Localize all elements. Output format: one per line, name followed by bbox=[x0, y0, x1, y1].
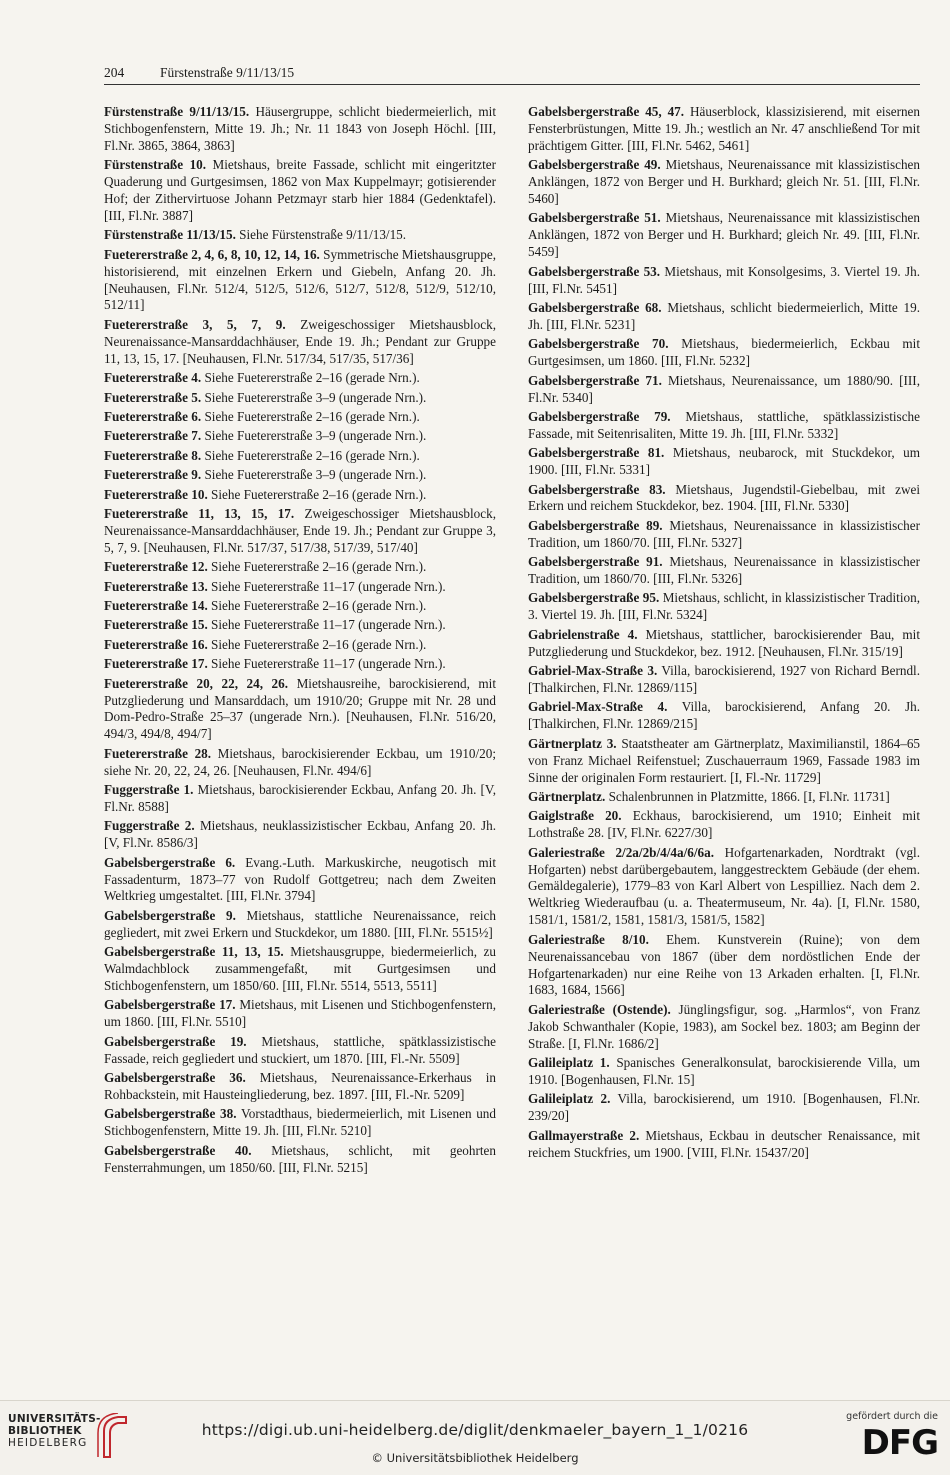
entry-heading: Gärtnerplatz. bbox=[528, 788, 606, 804]
register-entry bbox=[104, 487, 496, 504]
entry-text: Siehe Fuetererstraße 3–9 (ungerade Nrn.). bbox=[204, 389, 427, 405]
register-entry bbox=[104, 1143, 496, 1177]
entry-text: Mietshaus, schlicht, in klassizistischer Tradition, 3. Viertel 19. Jh. [III, Fl.Nr. 5324] bbox=[528, 590, 920, 623]
register-entry bbox=[104, 448, 496, 465]
register-entry bbox=[528, 518, 920, 552]
entry-text: Staatstheater am Gärtnerplatz, Maximilianstil, 1864–65 von Franz Michael Reifenstuel; Zuschauerraum 1969, Fassade 1983 im Sinne der originalen Form restauriert. [I, Fl.-Nr. 11729] bbox=[528, 735, 921, 785]
entry-heading: Fürstenstraße 9/11/13/15. bbox=[104, 104, 250, 119]
entry-heading: Fuetererstraße 8. bbox=[104, 447, 202, 463]
entry-text: Mietshausgruppe, biedermeierlich, zu Walmdachblock zusammengefaßt, mit Gurtgesimsen und Stichbogenfenstern, um 1850/60. [III, Fl.Nr. 5514, 5513, 5511] bbox=[104, 944, 497, 993]
entry-text: Mietshaus, Jugendstil-Giebelbau, mit zwei Erkern und reichem Stuckdekor, bez. 1904. [III, Fl.Nr. 5330] bbox=[528, 481, 920, 514]
entry-text: Jünglingsfigur, sog. „Harmlos“, von Franz Jakob Schwanthaler (Kopie, 1983), am Sockel bez. 1803; am Beginn der Straße. [I, Fl.Nr. 1686/2] bbox=[528, 1001, 921, 1051]
entry-heading: Fuetererstraße 4. bbox=[104, 370, 202, 386]
register-entry bbox=[104, 637, 496, 654]
copyright-notice: © Universitätsbibliothek Heidelberg bbox=[371, 1451, 579, 1465]
left-column bbox=[104, 104, 496, 1179]
entry-heading: Fuetererstraße 12. bbox=[104, 559, 208, 575]
register-entry bbox=[528, 264, 920, 298]
entry-text: Siehe Fuetererstraße 2–16 (gerade Nrn.). bbox=[204, 447, 420, 463]
register-entry bbox=[528, 157, 920, 208]
entry-heading: Gabelsbergerstraße 95. bbox=[528, 590, 660, 606]
entry-heading: Gabelsbergerstraße 19. bbox=[104, 1033, 247, 1049]
entry-text: Villa, barockisierend, um 1910. [Bogenhausen, Fl.Nr. 239/20] bbox=[528, 1091, 920, 1124]
register-entry bbox=[104, 104, 496, 155]
register-entry bbox=[528, 1002, 920, 1053]
entry-heading: Gabelsbergerstraße 81. bbox=[528, 445, 665, 461]
register-entry bbox=[104, 908, 496, 942]
right-column bbox=[528, 104, 920, 1164]
page-number: 204 bbox=[104, 65, 125, 80]
entry-text: Zweigeschossiger Mietshausblock, Neurenaissance-Mansarddachhäuser, Ende 19. Jh.; Pendant zur Gruppe 11, 13, 15, 17. [Neuhausen, Fl.Nr. 517/34, 517/35, 517/36] bbox=[104, 316, 497, 366]
register-entry bbox=[104, 506, 496, 557]
entry-heading: Fürstenstraße 11/13/15. bbox=[104, 227, 236, 243]
entry-text: Mietshaus, biedermeierlich, Eckbau mit Gurtgesimsen, um 1860. [III, Fl.Nr. 5232] bbox=[528, 336, 920, 369]
entry-text: Ehem. Kunstverein (Ruine); von dem Neurenaissancebau von 1867 (über dem nordöstlichen Ende der Hofgartenarkaden) nur eine Reihe von 13 Arkaden erhalten. [I, Fl.Nr. 1683, 1684, 1566] bbox=[528, 931, 920, 998]
entry-text: Evang.-Luth. Markuskirche, neugotisch mit Fassadenturm, 1873–77 von Rudolf Gottgetreu; nach dem Zweiten Weltkrieg umgestaltet. [III, Fl.Nr. 3794] bbox=[104, 854, 496, 904]
entry-text: Mietshaus, barockisierender Eckbau, um 1910/20; siehe Nr. 20, 22, 24, 26. [Neuhausen, Fl.Nr. 494/6] bbox=[104, 745, 497, 778]
entry-text: Siehe Fuetererstraße 11–17 (ungerade Nrn.). bbox=[211, 617, 446, 633]
entry-text: Mietshaus, neuklassizistischer Eckbau, Anfang 20. Jh. [V, Fl.Nr. 8586/3] bbox=[104, 818, 497, 851]
entry-text: Siehe Fuetererstraße 2–16 (gerade Nrn.). bbox=[211, 559, 427, 575]
entry-heading: Galileiplatz 2. bbox=[528, 1091, 611, 1107]
register-entry bbox=[104, 317, 496, 368]
entry-heading: Fuetererstraße 5. bbox=[104, 389, 202, 405]
register-entry bbox=[528, 699, 920, 733]
register-entry bbox=[104, 157, 496, 225]
entry-heading: Gabelsbergerstraße 6. bbox=[104, 854, 236, 870]
register-entry bbox=[104, 855, 496, 906]
entry-text: Mietshaus, stattlicher, barockisierender Bau, mit Putzgliederung und Stuckdekor, bez. 1912. [Neuhausen, Fl.Nr. 315/19] bbox=[528, 626, 920, 659]
entry-text: Mietshaus, neubarock, mit Stuckdekor, um 1900. [III, Fl.Nr. 5331] bbox=[528, 445, 921, 478]
entry-heading: Gabelsbergerstraße 17. bbox=[104, 997, 236, 1013]
register-entry bbox=[528, 736, 920, 787]
register-entry bbox=[528, 627, 920, 661]
viewer-footer bbox=[0, 1400, 950, 1475]
entry-heading: Fuetererstraße 17. bbox=[104, 656, 208, 672]
entry-text: Villa, barockisierend, 1927 von Richard Berndl. [Thalkirchen, Fl.Nr. 12869/115] bbox=[528, 663, 921, 695]
entry-heading: Fuetererstraße 15. bbox=[104, 617, 208, 633]
entry-heading: Fuggerstraße 2. bbox=[104, 818, 195, 834]
register-entry bbox=[104, 370, 496, 387]
entry-heading: Gaiglstraße 20. bbox=[528, 808, 622, 824]
library-name-line2: BIBLIOTHEK bbox=[8, 1425, 82, 1437]
entry-text: Mietshaus, schlicht biedermeierlich, Mitte 19. Jh. [III, Fl.Nr. 5231] bbox=[528, 299, 920, 332]
register-entry bbox=[528, 336, 920, 370]
register-entry bbox=[104, 227, 496, 244]
register-entry bbox=[104, 598, 496, 615]
entry-text: Siehe Fuetererstraße 3–9 (ungerade Nrn.). bbox=[204, 467, 427, 483]
entry-heading: Fuetererstraße 10. bbox=[104, 486, 208, 502]
entry-text: Mietshaus, Neurenaissance-Erkerhaus in Rohbackstein, mit Hausteingliederung, bez. 1897. [III, Fl.-Nr. 5209] bbox=[104, 1070, 496, 1102]
entry-text: Mietshausreihe, barockisierend, mit Putzgliederung und Mansarddach, um 1910/20; Gruppe mit Nr. 28 und Dom-Pedro-Straße 25–37 (ungerade Nrn.). [Neuhausen, Fl.Nr. 516/20, 494/3, 494/8, 494/7] bbox=[104, 675, 496, 742]
entry-text: Schalenbrunnen in Platzmitte, 1866. [I, Fl.Nr. 11731] bbox=[608, 788, 890, 804]
entry-heading: Gärtnerplatz 3. bbox=[528, 735, 617, 751]
register-entry bbox=[528, 409, 920, 443]
entry-text: Siehe Fürstenstraße 9/11/13/15. bbox=[239, 227, 407, 243]
entry-text: Häusergruppe, schlicht biedermeierlich, mit Stichbogenfenstern, Mitte 19. Jh.; Nr. 11 1843 von Joseph Höchl. [III, Fl.Nr. 3865, 3864, 3863] bbox=[104, 104, 496, 153]
register-entry bbox=[104, 746, 496, 780]
entry-heading: Gabelsbergerstraße 51. bbox=[528, 210, 661, 226]
register-entry bbox=[104, 409, 496, 426]
entry-heading: Gabriel-Max-Straße 3. bbox=[528, 663, 658, 679]
entry-text: Mietshaus, Neurenaissance, um 1880/90. [III, Fl.Nr. 5340] bbox=[528, 372, 920, 405]
register-entry bbox=[528, 1128, 920, 1162]
entry-heading: Fuetererstraße 7. bbox=[104, 428, 202, 444]
entry-heading: Fuetererstraße 9. bbox=[104, 467, 202, 483]
register-entry bbox=[528, 845, 920, 930]
register-entry bbox=[104, 1106, 496, 1140]
entry-text: Vorstadthaus, biedermeierlich, mit Lisenen und Stichbogenfenstern, Mitte 19. Jh. [III, Fl.Nr. 5210] bbox=[104, 1106, 496, 1139]
entry-text: Mietshaus, Neurenaissance mit klassizistischen Anklängen, 1872 von Berger und H. Burkhard; gleich Nr. 51. [III, Fl.Nr. 5460] bbox=[528, 157, 920, 207]
entry-text: Symmetrische Mietshausgruppe, historisierend, mit einzelnen Erkern und Giebeln, Anfang 20. Jh. [Neuhausen, Fl.Nr. 512/4, 512/5, 512/6, 512/7, 512/8, 512/9, 512/10, 512/11] bbox=[104, 246, 497, 313]
register-entry bbox=[104, 944, 496, 995]
register-entry bbox=[104, 676, 496, 744]
entry-heading: Fuetererstraße 14. bbox=[104, 597, 208, 613]
entry-heading: Gabelsbergerstraße 38. bbox=[104, 1106, 237, 1122]
entry-heading: Gabelsbergerstraße 45, 47. bbox=[528, 104, 685, 119]
entry-heading: Fuetererstraße 16. bbox=[104, 636, 208, 652]
entry-text: Häuserblock, klassizisierend, mit eisernen Fensterbrüstungen, Mitte 19. Jh.; westlich an Nr. 47 anschließend Tor mit prächtigem Gitter. [III, Fl.Nr. 5462, 5461] bbox=[528, 104, 921, 153]
register-entry bbox=[528, 1091, 920, 1125]
entry-heading: Gabelsbergerstraße 68. bbox=[528, 299, 662, 315]
register-entry bbox=[104, 617, 496, 634]
register-entry bbox=[528, 482, 920, 516]
register-entry bbox=[104, 818, 496, 852]
entry-heading: Fuetererstraße 6. bbox=[104, 408, 202, 424]
entry-heading: Galeriestraße (Ostende). bbox=[528, 1001, 671, 1017]
entry-heading: Fürstenstraße 10. bbox=[104, 157, 207, 173]
entry-text: Mietshaus, breite Fassade, schlicht mit eingeritzter Quaderung und Gurtgesimsen, 1862 von Max Kuppelmayr; gotisierender Hof; der Zithervirtuose Johann Petzmayr starb hier 1884 (Gedenktafel). [III, Fl.Nr. 3887] bbox=[104, 157, 496, 223]
register-entry bbox=[104, 579, 496, 596]
register-entry bbox=[104, 559, 496, 576]
entry-heading: Galeriestraße 8/10. bbox=[528, 931, 649, 947]
register-entry bbox=[528, 445, 920, 479]
entry-heading: Fuetererstraße 3, 5, 7, 9. bbox=[104, 316, 286, 332]
register-entry bbox=[104, 656, 496, 673]
entry-heading: Gabelsbergerstraße 71. bbox=[528, 372, 662, 388]
entry-heading: Fuggerstraße 1. bbox=[104, 782, 194, 798]
header-rule bbox=[104, 84, 920, 85]
entry-text: Mietshaus, Neurenaissance in klassizistischer Tradition, um 1860/70. [III, Fl.Nr. 5326] bbox=[528, 554, 920, 587]
entry-heading: Gabelsbergerstraße 11, 13, 15. bbox=[104, 944, 284, 960]
register-entry bbox=[104, 997, 496, 1031]
register-entry bbox=[104, 1070, 496, 1104]
entry-text: Siehe Fuetererstraße 11–17 (ungerade Nrn.). bbox=[211, 656, 446, 672]
entry-heading: Fuetererstraße 20, 22, 24, 26. bbox=[104, 675, 289, 691]
entry-text: Mietshaus, stattliche, spätklassizistische Fassade, mit Seitenrisaliten, Mitte 19. Jh. [III, Fl.Nr. 5332] bbox=[528, 408, 920, 441]
entry-heading: Gabelsbergerstraße 89. bbox=[528, 517, 663, 533]
entry-heading: Gabelsbergerstraße 53. bbox=[528, 263, 661, 279]
register-entry bbox=[104, 782, 496, 816]
library-name-line3: HEIDELBERG bbox=[8, 1437, 88, 1449]
entry-text: Spanisches Generalkonsulat, barockisierende Villa, um 1910. [Bogenhausen, Fl.Nr. 15] bbox=[528, 1055, 921, 1087]
entry-heading: Gabelsbergerstraße 49. bbox=[528, 157, 661, 173]
dfg-logo: DFG bbox=[861, 1423, 938, 1463]
entry-text: Zweigeschossiger Mietshausblock, Neurenaissance-Mansarddachhäuser, Ende 19. Jh.; Pendant zur Gruppe 3, 5, 7, 9. [Neuhausen, Fl.Nr. 517/37, 517/38, 517/39, 517/40] bbox=[104, 505, 496, 555]
entry-heading: Gabriel-Max-Straße 4. bbox=[528, 699, 668, 715]
register-entry bbox=[104, 428, 496, 445]
register-entry bbox=[528, 932, 920, 1000]
entry-heading: Gabelsbergerstraße 91. bbox=[528, 554, 663, 570]
register-entry bbox=[528, 554, 920, 588]
entry-heading: Gabelsbergerstraße 40. bbox=[104, 1142, 252, 1158]
permalink-url[interactable]: https://digi.ub.uni-heidelberg.de/diglit/denkmaeler_bayern_1_1/0216 bbox=[201, 1421, 749, 1439]
entry-heading: Gabelsbergerstraße 83. bbox=[528, 481, 666, 497]
entry-text: Hofgartenarkaden, Nordtrakt (vgl. Hofgarten) nebst darübergebautem, langgestrecktem Gebäude (der ehem. Gemäldegalerie), 1779–83 von Karl Albert von Lespilliez. Nach dem 2. Weltkrieg Wiederaufbau (u. a. Theatermuseum, Nr. 4a). [I, Fl.Nr. 1580, 1581/1, 1581/2, 1581, 1581/3, 1581/5, 1582] bbox=[528, 844, 920, 928]
entry-text: Villa, barockisierend, Anfang 20. Jh. [Thalkirchen, Fl.Nr. 12869/215] bbox=[528, 699, 921, 732]
entry-text: Siehe Fuetererstraße 2–16 (gerade Nrn.). bbox=[211, 597, 427, 613]
entry-text: Eckhaus, barockisierend, um 1910; Einheit mit Lothstraße 28. [IV, Fl.Nr. 6227/30] bbox=[528, 808, 920, 841]
register-entry bbox=[528, 663, 920, 697]
entry-text: Mietshaus, barockisierender Eckbau, Anfang 20. Jh. [V, Fl.Nr. 8588] bbox=[104, 782, 497, 814]
register-entry bbox=[528, 789, 920, 806]
entry-text: Mietshaus, Eckbau in deutscher Renaissance, mit reichem Stuckfries, um 1900. [VIII, Fl.Nr. 15437/20] bbox=[528, 1127, 920, 1160]
entry-text: Siehe Fuetererstraße 2–16 (gerade Nrn.). bbox=[211, 636, 427, 652]
funding-caption: gefördert durch die bbox=[846, 1411, 938, 1422]
entry-heading: Fuetererstraße 2, 4, 6, 8, 10, 12, 14, 16. bbox=[104, 246, 320, 262]
register-entry bbox=[528, 373, 920, 407]
entry-text: Siehe Fuetererstraße 11–17 (ungerade Nrn.). bbox=[211, 578, 446, 594]
register-entry bbox=[104, 467, 496, 484]
register-entry bbox=[528, 300, 920, 334]
entry-text: Siehe Fuetererstraße 3–9 (ungerade Nrn.). bbox=[204, 428, 427, 444]
entry-heading: Fuetererstraße 11, 13, 15, 17. bbox=[104, 505, 295, 521]
register-entry bbox=[104, 1034, 496, 1068]
entry-heading: Gabelsbergerstraße 79. bbox=[528, 408, 671, 424]
register-entry bbox=[528, 1055, 920, 1089]
register-entry bbox=[104, 390, 496, 407]
register-entry bbox=[528, 104, 920, 155]
entry-heading: Galeriestraße 2/2a/2b/4/4a/6/6a. bbox=[528, 844, 715, 860]
register-entry bbox=[528, 808, 920, 842]
entry-text: Siehe Fuetererstraße 2–16 (gerade Nrn.). bbox=[204, 408, 420, 424]
running-title: Fürstenstraße 9/11/13/15 bbox=[160, 65, 295, 80]
entry-heading: Fuetererstraße 28. bbox=[104, 745, 212, 761]
entry-text: Siehe Fuetererstraße 2–16 (gerade Nrn.). bbox=[211, 486, 427, 502]
entry-text: Mietshaus, mit Konsolgesims, 3. Viertel 19. Jh. [III, Fl.Nr. 5451] bbox=[528, 263, 920, 296]
register-entry bbox=[104, 247, 496, 315]
entry-text: Mietshaus, mit Lisenen und Stichbogenfenstern, um 1860. [III, Fl.Nr. 5510] bbox=[104, 997, 496, 1030]
entry-text: Mietshaus, stattliche, spätklassizistische Fassade, reich gegliedert und stuckiert, um 1870. [III, Fl.-Nr. 5509] bbox=[104, 1033, 496, 1066]
entry-heading: Galileiplatz 1. bbox=[528, 1055, 610, 1071]
entry-heading: Gabrielenstraße 4. bbox=[528, 626, 638, 642]
entry-text: Mietshaus, stattliche Neurenaissance, reich gegliedert, mit zwei Erkern und Stuckdekor, um 1880. [III, Fl.Nr. 5515½] bbox=[104, 907, 496, 940]
page-header bbox=[104, 65, 920, 81]
entry-heading: Fuetererstraße 13. bbox=[104, 578, 208, 594]
register-entry bbox=[528, 590, 920, 624]
entry-heading: Gabelsbergerstraße 36. bbox=[104, 1070, 246, 1086]
entry-text: Mietshaus, Neurenaissance mit klassizistischen Anklängen, 1872 von Berger und H. Burkhard; gleich Nr. 49. [III, Fl.Nr. 5459] bbox=[528, 210, 920, 260]
entry-heading: Gabelsbergerstraße 70. bbox=[528, 336, 669, 352]
entry-text: Mietshaus, schlicht, mit geohrten Fensterrahmungen, um 1850/60. [III, Fl.Nr. 5215] bbox=[104, 1142, 497, 1175]
entry-text: Mietshaus, Neurenaissance in klassizistischer Tradition, um 1860/70. [III, Fl.Nr. 5327] bbox=[528, 517, 920, 550]
entry-text: Siehe Fuetererstraße 2–16 (gerade Nrn.). bbox=[204, 370, 420, 386]
entry-heading: Gallmayerstraße 2. bbox=[528, 1127, 640, 1143]
entry-heading: Gabelsbergerstraße 9. bbox=[104, 907, 236, 923]
register-entry bbox=[528, 210, 920, 261]
library-name-line1: UNIVERSITÄTS- bbox=[8, 1413, 101, 1425]
